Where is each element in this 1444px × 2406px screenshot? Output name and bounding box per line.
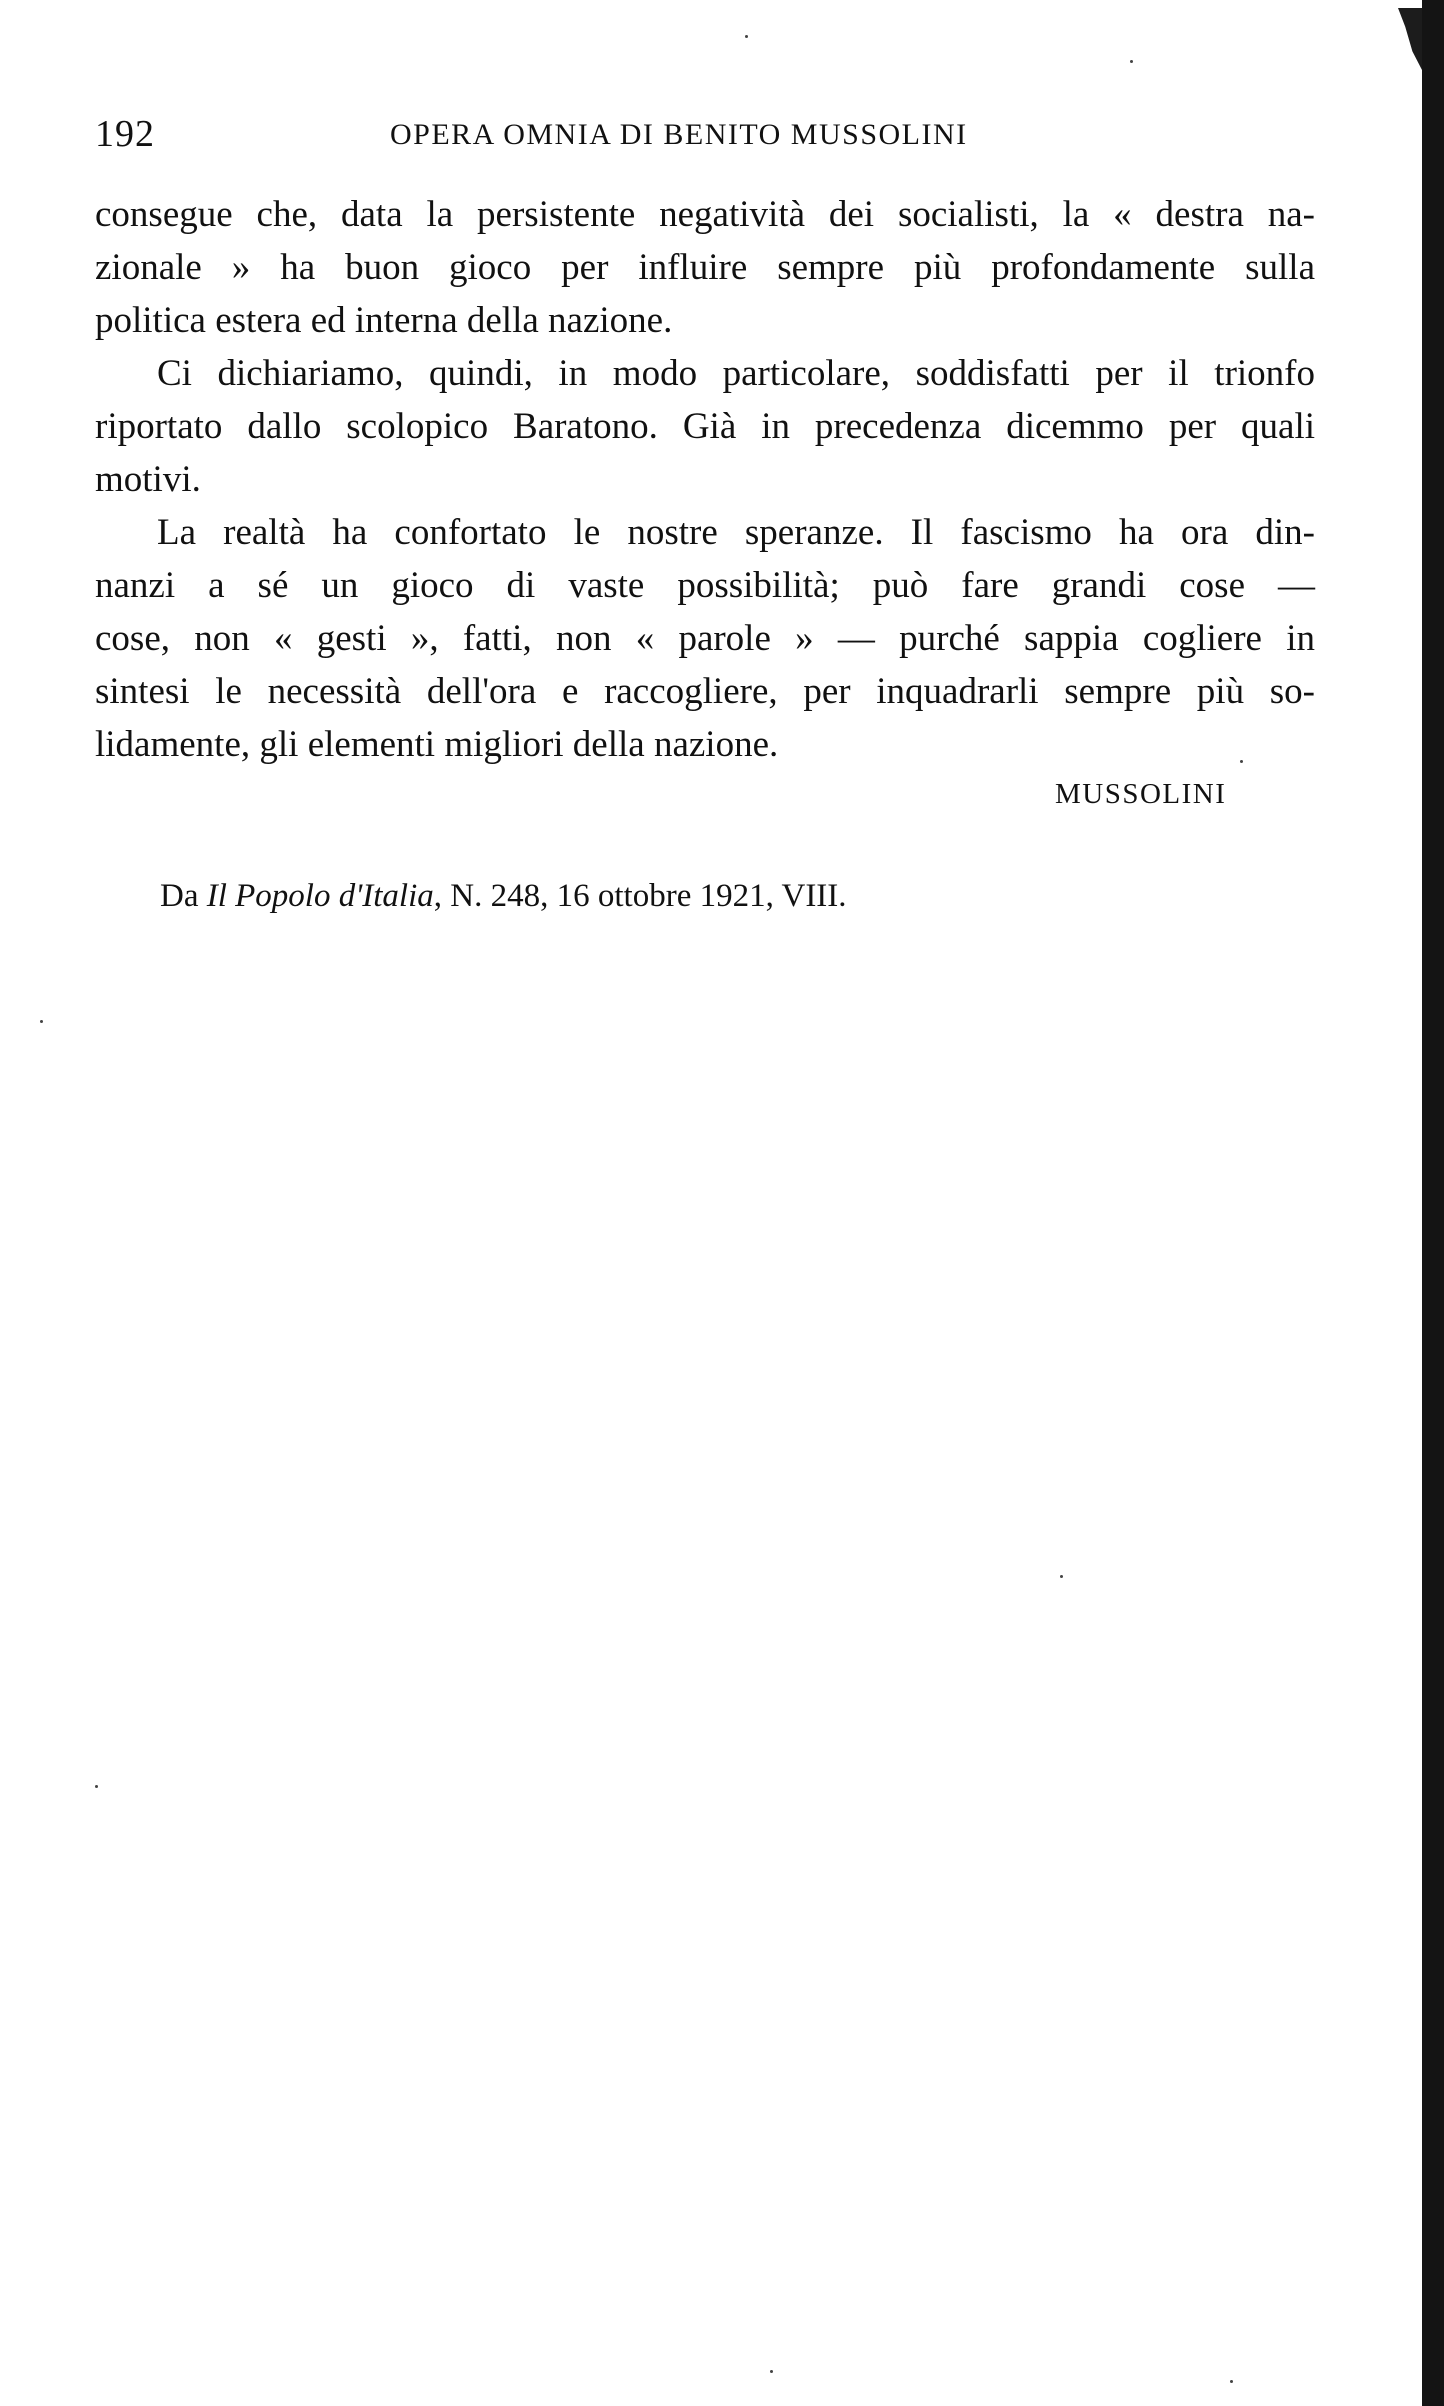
page-header (95, 112, 1025, 162)
text-line: zionale » ha buon gioco per influire sempre più profondamente sulla (95, 247, 1315, 288)
body-text (95, 188, 1315, 771)
text-line: politica estera ed interna della nazione. (95, 300, 673, 341)
text-line: La realtà ha confortato le nostre speranze. Il fascismo ha ora din- (157, 512, 1315, 553)
scan-speck (1240, 760, 1243, 763)
running-title: OPERA OMNIA DI BENITO MUSSOLINI (390, 118, 968, 151)
text-line: lidamente, gli elementi migliori della nazione. (95, 724, 779, 765)
page-edge-shadow (1422, 0, 1444, 2406)
source-publication: Il Popolo d'Italia (206, 878, 434, 914)
scan-speck (40, 1020, 43, 1023)
text-line: riportato dallo scolopico Baratono. Già in precedenza dicemmo per quali (95, 406, 1315, 447)
scan-speck (770, 2370, 773, 2373)
scan-speck (1060, 1575, 1063, 1578)
scan-speck (95, 1785, 98, 1788)
page-edge-mark (1398, 8, 1422, 70)
scan-speck (1230, 2380, 1233, 2383)
text-line: cose, non « gesti », fatti, non « parole » — purché sappia cogliere in (95, 618, 1315, 659)
page-number: 192 (95, 113, 155, 155)
text-line: motivi. (95, 459, 201, 500)
text-line: Ci dichiariamo, quindi, in modo particolare, soddisfatti per il trionfo (157, 353, 1315, 394)
scan-speck (745, 35, 748, 38)
author-signature: MUSSOLINI (1055, 778, 1227, 810)
scan-speck (1130, 60, 1133, 63)
source-details: , N. 248, 16 ottobre 1921, VIII. (433, 878, 847, 914)
source-citation (160, 878, 847, 915)
text-line: sintesi le necessità dell'ora e raccogliere, per inquadrarli sempre più so- (95, 671, 1315, 712)
text-line: consegue che, data la persistente negatività dei socialisti, la « destra na- (95, 194, 1315, 235)
text-line: nanzi a sé un gioco di vaste possibilità; può fare grandi cose — (95, 565, 1315, 606)
source-prefix: Da (160, 878, 207, 914)
